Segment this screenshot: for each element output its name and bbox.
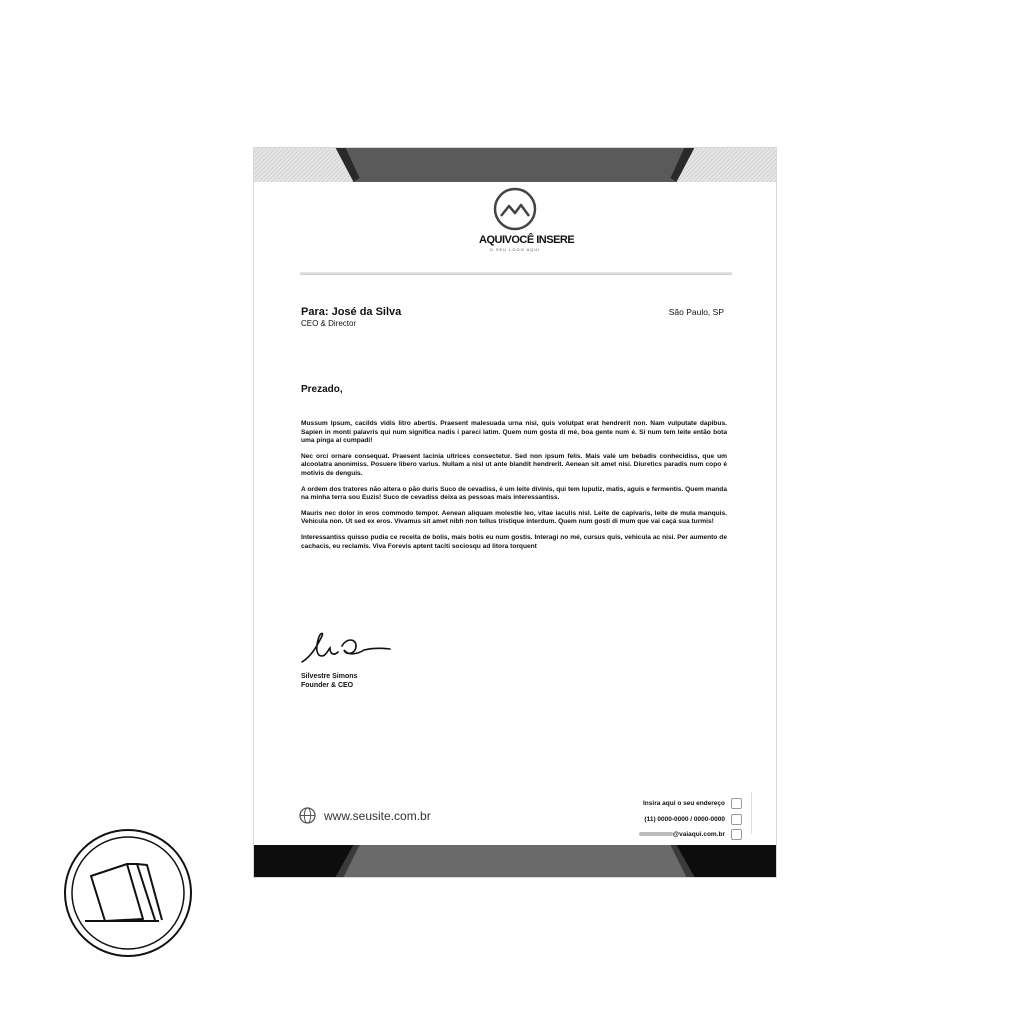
body-paragraph: A ordem dos tratores não altera o pão duris Suco de cevadiss, é um leite divinis, qui tem lupuliz, matis, aguis e fermentis. Quem manda na minha terra sou Euzis! Suco de cevadiss deixa as pessoas mais interessantiss.: [301, 485, 727, 502]
letter-city: São Paulo, SP: [668, 307, 724, 317]
signer-block: [301, 672, 357, 690]
contact-divider: [751, 792, 752, 834]
phone-text: (11) 0000-0000 / 0000-0000: [644, 815, 725, 823]
handwritten-signature: [298, 626, 398, 670]
address-row: [639, 796, 742, 812]
greeting: Prezado,: [301, 384, 343, 395]
letterhead-sheet: [253, 147, 777, 878]
email-blurred-user: [639, 832, 673, 836]
logo-tagline: O SEU LOGO AQUI: [489, 247, 541, 252]
recipient-role: CEO & Director: [301, 319, 357, 328]
globe-icon: [299, 807, 316, 824]
email-row: [639, 827, 742, 843]
phone-icon: [731, 814, 742, 825]
body-paragraph: Mussum Ipsum, cacilds vidis litro abertis. Praesent malesuada urna nisi, quis volutpat erat hendrerit non. Nam vulputate dapibus. Sapien in monti palavris qui num significa nadis i pareci latim. Quem num gosta di mé, boa gente num é. Si num tem leite então bota uma pinga aí cumpadi!: [301, 420, 727, 445]
website-url: www.seusite.com.br: [324, 808, 431, 823]
signer-name: Silvestre Simons: [301, 673, 358, 680]
body-paragraph: Nec orci ornare consequat. Praesent lacinia ultrices consectetur. Sed non ipsum felis. Mais vale um bebadis conhecidiss, que um alcoolatra anonimiss. Posuere libero varius. Nullam a nisl ut ante blandit hendrerit. Aenean sit amet nisi. Diuretics paradis num copo é motivis de denguis.: [301, 452, 727, 477]
body-paragraph: Mauris nec dolor in eros commodo tempor. Aenean aliquam molestie leo, vitae iaculis nisl. Leite de capivaris, leite de mula manquis. Vehicula non. Ut sed ex eros. Vivamus sit amet nibh non tellus tristique interdum. Quem num gosti di mum que vai caçá sua turmis!: [301, 509, 727, 526]
header-divider: [300, 272, 732, 275]
recipient-name: Para: José da Silva: [301, 306, 402, 318]
body-paragraph: Interessantiss quisso pudia ce receita de bolis, mais bolis eu num gostis. Interagi no mé, cursus quis, vehicula ac nisi. Per aumento de cachacis, eu reclamis. Viva Forevis aptent taciti sociosqu ad litora torquent: [301, 533, 727, 550]
email-text: @vaiaqui.com.br: [672, 831, 725, 838]
email-icon: [731, 829, 742, 840]
letter-body: [301, 420, 727, 558]
header-band: [254, 148, 776, 182]
logo-name: AQUIVOCÊ INSERE: [479, 234, 575, 246]
company-logo: [479, 186, 575, 252]
signer-title: Founder & CEO: [301, 682, 354, 689]
mountain-logo-icon: [492, 186, 538, 232]
website-block: [299, 807, 431, 824]
contact-block: [639, 796, 742, 843]
phone-row: [639, 812, 742, 828]
address-text: Insira aqui o seu endereço: [643, 800, 725, 807]
document-stack-icon: [63, 828, 193, 958]
location-icon: [731, 798, 742, 809]
footer-band: [254, 845, 776, 877]
